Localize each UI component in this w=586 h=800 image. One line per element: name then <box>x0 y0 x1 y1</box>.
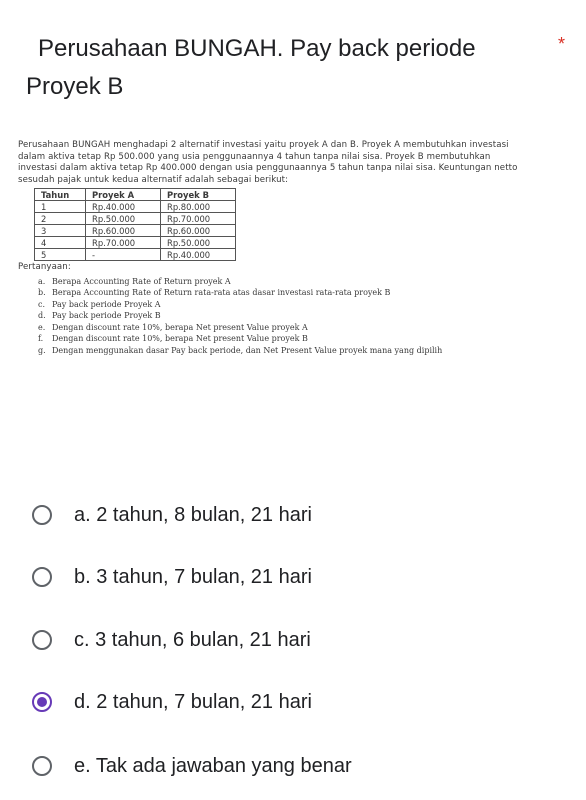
problem-intro-line: sesudah pajak untuk kedua alternatif adalah sebagai berikut: <box>18 174 289 185</box>
answer-option-d[interactable] <box>32 685 312 719</box>
answer-option-b[interactable] <box>32 560 312 594</box>
table-row <box>35 237 236 249</box>
list-item-text: Dengan discount rate 10%, berapa Net present Value proyek B <box>52 334 308 344</box>
question-title <box>26 30 538 106</box>
problem-image <box>18 140 573 357</box>
radio-button[interactable] <box>32 692 52 712</box>
profit-table <box>34 188 236 261</box>
table-cell: Rp.50.000 <box>86 213 161 225</box>
table-cell: Rp.60.000 <box>161 225 236 237</box>
list-item-text: Pay back periode Proyek B <box>52 311 161 321</box>
list-item-text: Pay back periode Proyek A <box>52 299 161 309</box>
list-item-letter: d. <box>38 311 46 321</box>
list-item <box>38 276 573 288</box>
option-label: d. 2 tahun, 7 bulan, 21 hari <box>74 690 312 713</box>
table-cell: 5 <box>35 249 86 261</box>
table-row <box>35 213 236 225</box>
table-header: Proyek B <box>161 189 236 201</box>
answer-option-c[interactable] <box>32 623 311 657</box>
table-row <box>35 249 236 261</box>
answer-option-a[interactable] <box>32 498 312 532</box>
radio-button[interactable] <box>32 505 52 525</box>
table-header: Tahun <box>35 189 86 201</box>
table-header: Proyek A <box>86 189 161 201</box>
required-asterisk: * <box>558 34 566 54</box>
list-item-letter: a. <box>38 276 46 286</box>
list-item-text: Berapa Accounting Rate of Return rata-rata atas dasar investasi rata-rata proyek B <box>52 288 391 298</box>
table-cell: Rp.60.000 <box>86 225 161 237</box>
option-label: e. Tak ada jawaban yang benar <box>74 754 352 777</box>
table-cell: Rp.70.000 <box>86 237 161 249</box>
table-cell: Rp.70.000 <box>161 213 236 225</box>
list-item <box>38 310 573 322</box>
answer-option-e[interactable] <box>32 749 352 783</box>
questions-heading: Pertanyaan: <box>18 262 71 272</box>
option-label: c. 3 tahun, 6 bulan, 21 hari <box>74 628 311 651</box>
list-item-letter: e. <box>38 322 46 332</box>
table-cell: 2 <box>35 213 86 225</box>
list-item-letter: g. <box>38 346 46 356</box>
table-cell: 4 <box>35 237 86 249</box>
question-title-line1: Perusahaan BUNGAH. Pay back periode <box>38 35 476 62</box>
table-cell: 3 <box>35 225 86 237</box>
radio-button[interactable] <box>32 630 52 650</box>
table-cell: Rp.40.000 <box>161 249 236 261</box>
list-item-text: Dengan discount rate 10%, berapa Net present Value proyek A <box>52 322 308 332</box>
option-label: b. 3 tahun, 7 bulan, 21 hari <box>74 565 312 588</box>
option-label: a. 2 tahun, 8 bulan, 21 hari <box>74 503 312 526</box>
question-title-line2: Proyek B <box>26 73 124 100</box>
table-row <box>35 225 236 237</box>
table-cell: - <box>86 249 161 261</box>
list-item-letter: c. <box>38 299 46 309</box>
list-item <box>38 299 573 311</box>
list-item <box>38 333 573 345</box>
table-row <box>35 201 236 213</box>
questions-list <box>18 276 573 357</box>
list-item <box>38 322 573 334</box>
problem-intro-line: investasi dalam aktiva tetap Rp 400.000 dengan usia penggunaannya 5 tahun tanpa nilai sisa. Keuntungan netto <box>18 163 518 173</box>
list-item <box>38 287 573 299</box>
list-item-letter: b. <box>38 288 46 298</box>
list-item-letter: f. <box>38 334 44 344</box>
table-cell: Rp.50.000 <box>161 237 236 249</box>
table-cell: 1 <box>35 201 86 213</box>
problem-intro-line: Perusahaan BUNGAH menghadapi 2 alternatif investasi yaitu proyek A dan B. Proyek A membutuhkan investasi <box>18 140 509 150</box>
list-item-text: Berapa Accounting Rate of Return proyek A <box>52 276 231 286</box>
table-cell: Rp.40.000 <box>86 201 161 213</box>
list-item-text: Dengan menggunakan dasar Pay back periode, dan Net Present Value proyek mana yang dipilih <box>52 346 443 356</box>
table-cell: Rp.80.000 <box>161 201 236 213</box>
list-item <box>38 345 573 357</box>
radio-button[interactable] <box>32 567 52 587</box>
radio-button[interactable] <box>32 756 52 776</box>
problem-intro-line: dalam aktiva tetap Rp 500.000 yang usia penggunaannya 4 tahun tanpa nilai sisa. Proyek B membutuhkan <box>18 151 491 162</box>
table-header-row <box>35 189 236 201</box>
